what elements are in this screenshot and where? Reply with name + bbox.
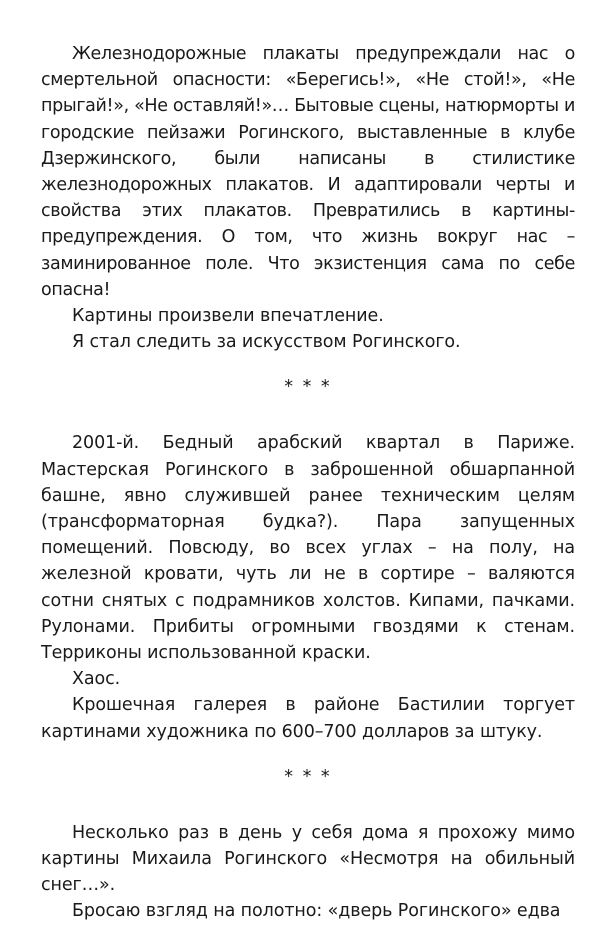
- paragraph-paris-studio: 2001-й. Бедный арабский квартал в Париже. Мастерская Рогинского в заброшенной обшарпанной башне, явно служившей ранее техническим целям (трансформаторная будка?). Пара запущенных помещений. Повсюду, во всех углах – на полу, на железной кровати, чуть ли не в сортире – валяются сотни снятых с подрамников холстов. Кипами, пачками. Рулонами. Прибиты огромными гвоздями к стенам. Терриконы использованной краски.: [41, 433, 575, 664]
- section-separator: * * *: [284, 377, 332, 398]
- paragraph-chaos: Хаос.: [72, 669, 121, 690]
- paragraph-following-art: Я стал следить за искусством Рогинского.: [72, 332, 461, 353]
- paragraph-railway-posters: Железнодорожные плакаты предупреждали нас о смертельной опасности: «Берегись!», «Не стой!», «Не прыгай!», «Не оставляй!»… Бытовые сцены, натюрморты и городские пейзажи Рогинского, выставленные в клубе Дзержинского, были написаны в стилистике железнодорожных плакатов. И адаптировали черты и свойства этих плакатов. Превратились в картины-предупреждения. О том, что жизнь вокруг нас – заминированное поле. Что экзистенция сама по себе опасна!: [41, 44, 575, 300]
- paragraph-gallery: Крошечная галерея в районе Бастилии торгует картинами художника по 600–700 долларов за штуку.: [41, 695, 575, 742]
- paragraph-glance: Бросаю взгляд на полотно: «дверь Рогинского» едва: [72, 901, 561, 922]
- paragraph-impression: Картины произвели впечатление.: [72, 306, 384, 327]
- paragraph-painting-at-home: Несколько раз в день у себя дома я прохожу мимо картины Михаила Рогинского «Несмотря на обильный снег…».: [41, 822, 575, 896]
- section-separator: * * *: [284, 766, 332, 787]
